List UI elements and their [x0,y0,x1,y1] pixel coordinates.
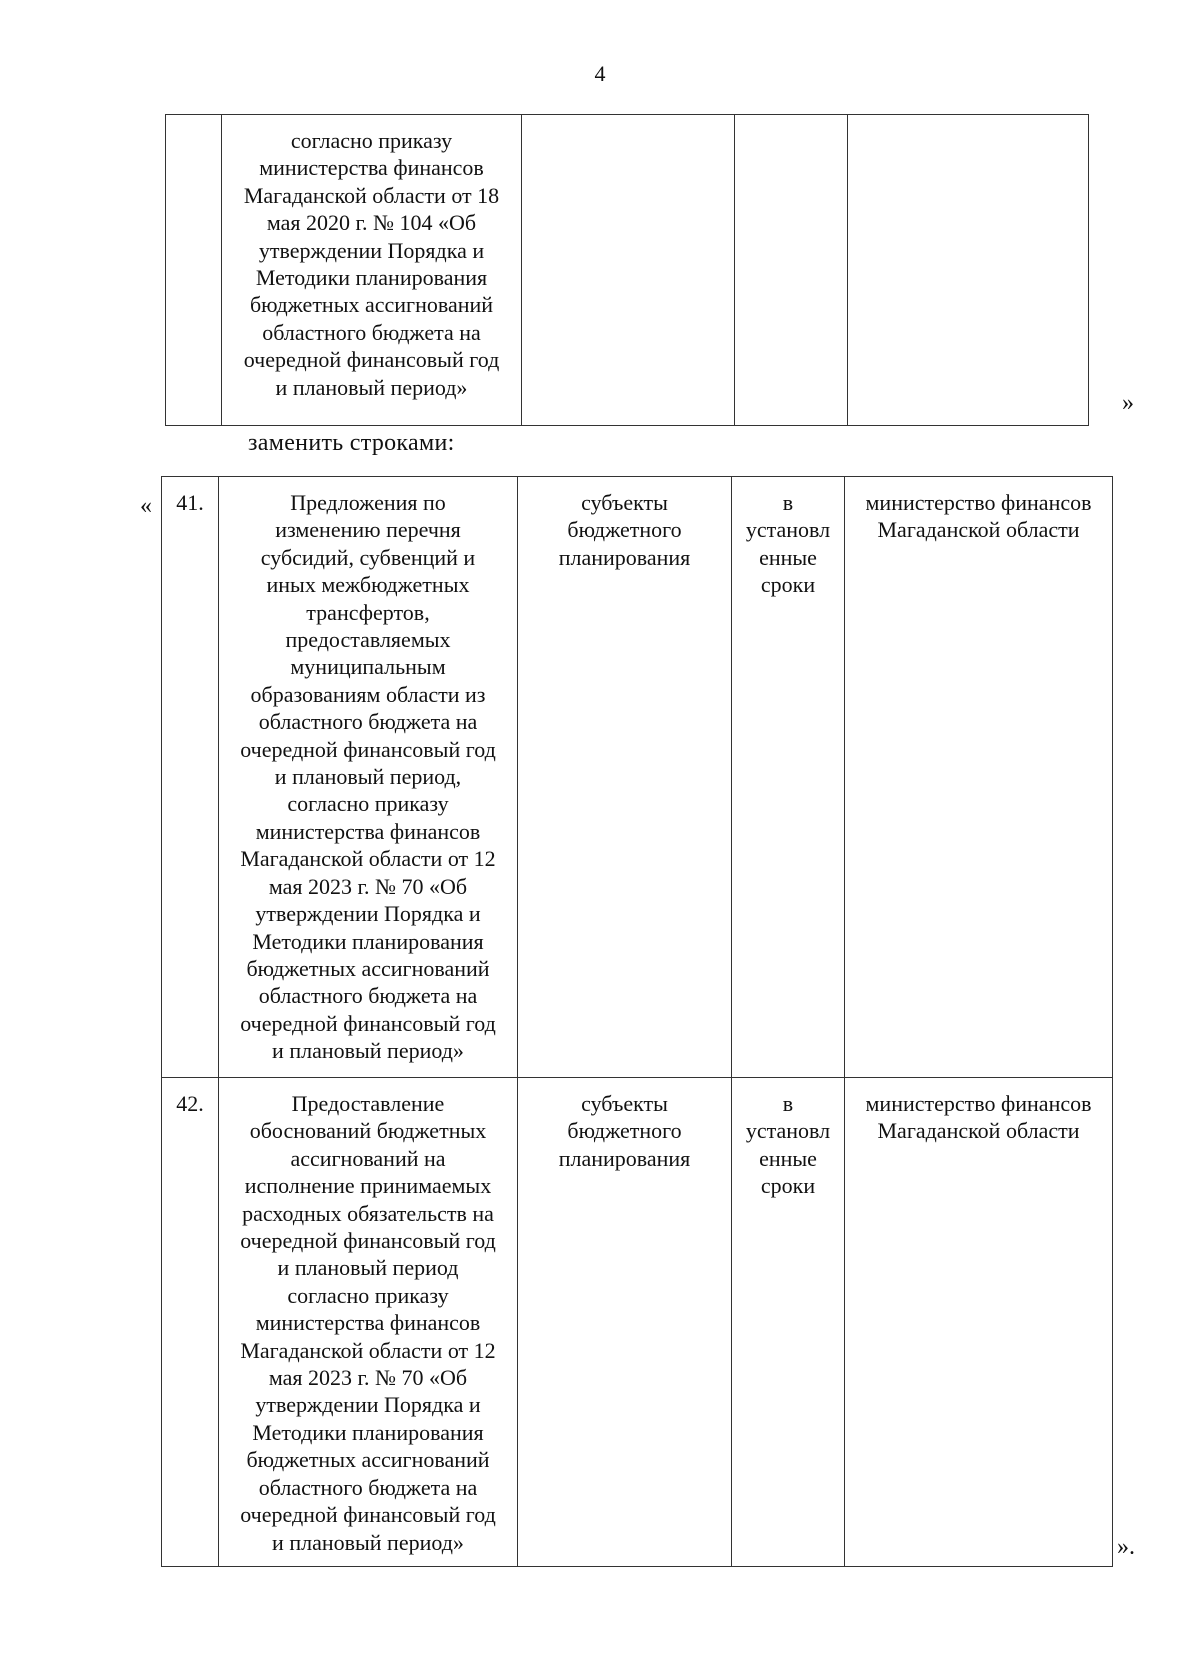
measure-text-cell [219,477,518,1078]
opening-quote: « [140,493,152,519]
responsible-cell [848,115,1089,426]
executor-cell [518,477,732,1078]
row-number: 41. [176,490,204,515]
new-rows-table [161,476,1113,1567]
measure-text: Предложения по изменению перечня субсидий, субвенций и иных межбюджетных трансфертов, предоставляемых муниципальным образованиям области из областного бюджета на очередной финансовый год и плановый период, согласно приказу министерства финансов Магаданской области от 12 мая 2023 г. № 70 «Об утверждении Порядка и Методики планирования бюджетных ассигнований областного бюджета на очередной финансовый год и плановый период» [240,490,496,1064]
measure-text: согласно приказу министерства финансов Магаданской области от 18 мая 2020 г. № 104 «Об утверждении Порядка и Методики планирования бюджетных ассигнований областного бюджета на очередной финансовый год и плановый период» [243,128,500,400]
closing-quote: » [1122,390,1134,416]
row-number-cell [162,1078,219,1567]
deadline-text: в установл енные сроки [745,490,831,598]
responsible-text: министерство финансов Магаданской области [865,1091,1092,1144]
deadline-cell [735,115,848,426]
executor-text: субъекты бюджетного планирования [558,1091,691,1171]
executor-cell [518,1078,732,1567]
responsible-cell [845,1078,1113,1567]
measure-text-cell [219,1078,518,1567]
table-row [162,477,1113,1078]
deadline-cell [732,1078,845,1567]
measure-text: Предоставление обоснований бюджетных ассигнований на исполнение принимаемых расходных обязательств на очередной финансовый год и плановый период согласно приказу министерства финансов Магаданской области от 12 мая 2023 г. № 70 «Об утверждении Порядка и Методики планирования бюджетных ассигнований областного бюджета на очередной финансовый год и плановый период» [240,1091,496,1555]
deadline-text: в установл енные сроки [745,1091,831,1199]
executor-text: субъекты бюджетного планирования [558,490,691,570]
final-closing-quote: ». [1117,1534,1135,1560]
executor-cell [522,115,735,426]
responsible-cell [845,477,1113,1078]
responsible-text: министерство финансов Магаданской области [865,490,1092,543]
measure-text-cell [222,115,522,426]
table-row [162,1078,1113,1567]
row-number: 42. [176,1091,204,1116]
table-row [166,115,1089,426]
page-number: 4 [594,61,606,86]
replace-instruction: заменить строками: [248,430,455,456]
row-number-cell [162,477,219,1078]
deadline-cell [732,477,845,1078]
previous-rows-table [165,114,1089,426]
row-number-cell [166,115,222,426]
